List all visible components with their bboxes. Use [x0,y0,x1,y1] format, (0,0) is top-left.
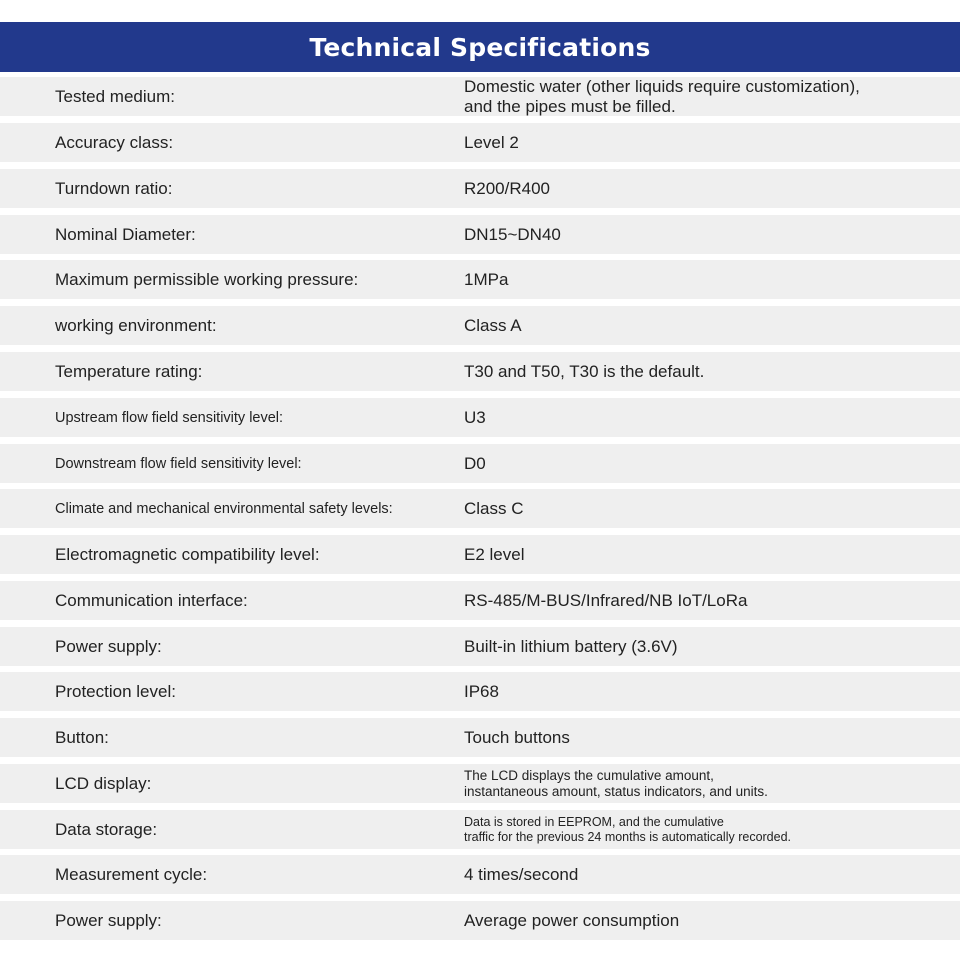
spec-value: U3 [464,407,486,427]
spec-value: 1MPa [464,269,509,289]
spec-value: D0 [464,453,486,473]
spec-row-working-environment [0,306,960,345]
spec-row-accuracy-class [0,123,960,162]
spec-label: Climate and mechanical environmental safety levels: [55,500,393,517]
spec-value: Average power consumption [464,910,680,930]
spec-label: Power supply: [55,910,162,930]
spec-row-protection-level [0,672,960,711]
spec-value: T30 and T50, T30 is the default. [464,361,705,381]
spec-value: Class A [464,315,522,335]
page-title: Technical Specifications [309,32,651,62]
spec-row-button [0,718,960,757]
spec-label: Data storage: [55,819,158,839]
spec-value: Touch buttons [464,727,570,747]
spec-label: Electromagnetic compatibility level: [55,544,320,564]
spec-row-power-consumption [0,901,960,940]
spec-label: Accuracy class: [55,132,174,152]
spec-row-temperature-rating [0,352,960,391]
spec-label: Power supply: [55,636,162,656]
spec-label: Button: [55,727,109,747]
spec-row-turndown-ratio [0,169,960,208]
spec-value: Level 2 [464,132,519,152]
spec-row-lcd-display [0,764,960,803]
spec-value: IP68 [464,681,499,701]
spec-value: R200/R400 [464,178,551,198]
spec-row-communication-interface [0,581,960,620]
spec-row-downstream-sensitivity [0,444,960,483]
spec-value: Class C [464,498,524,518]
spec-label: Temperature rating: [55,361,203,381]
spec-row-data-storage [0,810,960,849]
spec-row-emc-level [0,535,960,574]
spec-label: Protection level: [55,681,176,701]
spec-value: The LCD displays the cumulative amount, instantaneous amount, status indicators, and units. [464,767,768,799]
spec-label: Communication interface: [55,590,248,610]
spec-label: Downstream flow field sensitivity level: [55,455,302,472]
spec-row-tested-medium [0,77,960,116]
spec-label: LCD display: [55,773,152,793]
spec-value: DN15~DN40 [464,224,561,244]
spec-row-power-supply [0,627,960,666]
spec-value: RS-485/M-BUS/Infrared/NB IoT/LoRa [464,590,748,610]
spec-value: Built-in lithium battery (3.6V) [464,636,678,656]
spec-row-max-pressure [0,260,960,299]
spec-value: 4 times/second [464,864,579,884]
spec-row-climate-safety [0,489,960,528]
spec-label: Nominal Diameter: [55,224,196,244]
spec-label: Measurement cycle: [55,864,208,884]
spec-header-bar [0,22,960,72]
spec-row-upstream-sensitivity [0,398,960,437]
spec-label: Turndown ratio: [55,178,173,198]
spec-value: Data is stored in EEPROM, and the cumulative traffic for the previous 24 months is automatically recorded. [464,814,792,844]
spec-value: E2 level [464,544,525,564]
spec-row-measurement-cycle [0,855,960,894]
spec-value: Domestic water (other liquids require customization), and the pipes must be filled. [464,76,860,116]
spec-row-nominal-diameter [0,215,960,254]
spec-label: Upstream flow field sensitivity level: [55,409,284,426]
spec-label: Tested medium: [55,86,175,106]
spec-label: Maximum permissible working pressure: [55,269,359,289]
spec-label: working environment: [55,315,217,335]
